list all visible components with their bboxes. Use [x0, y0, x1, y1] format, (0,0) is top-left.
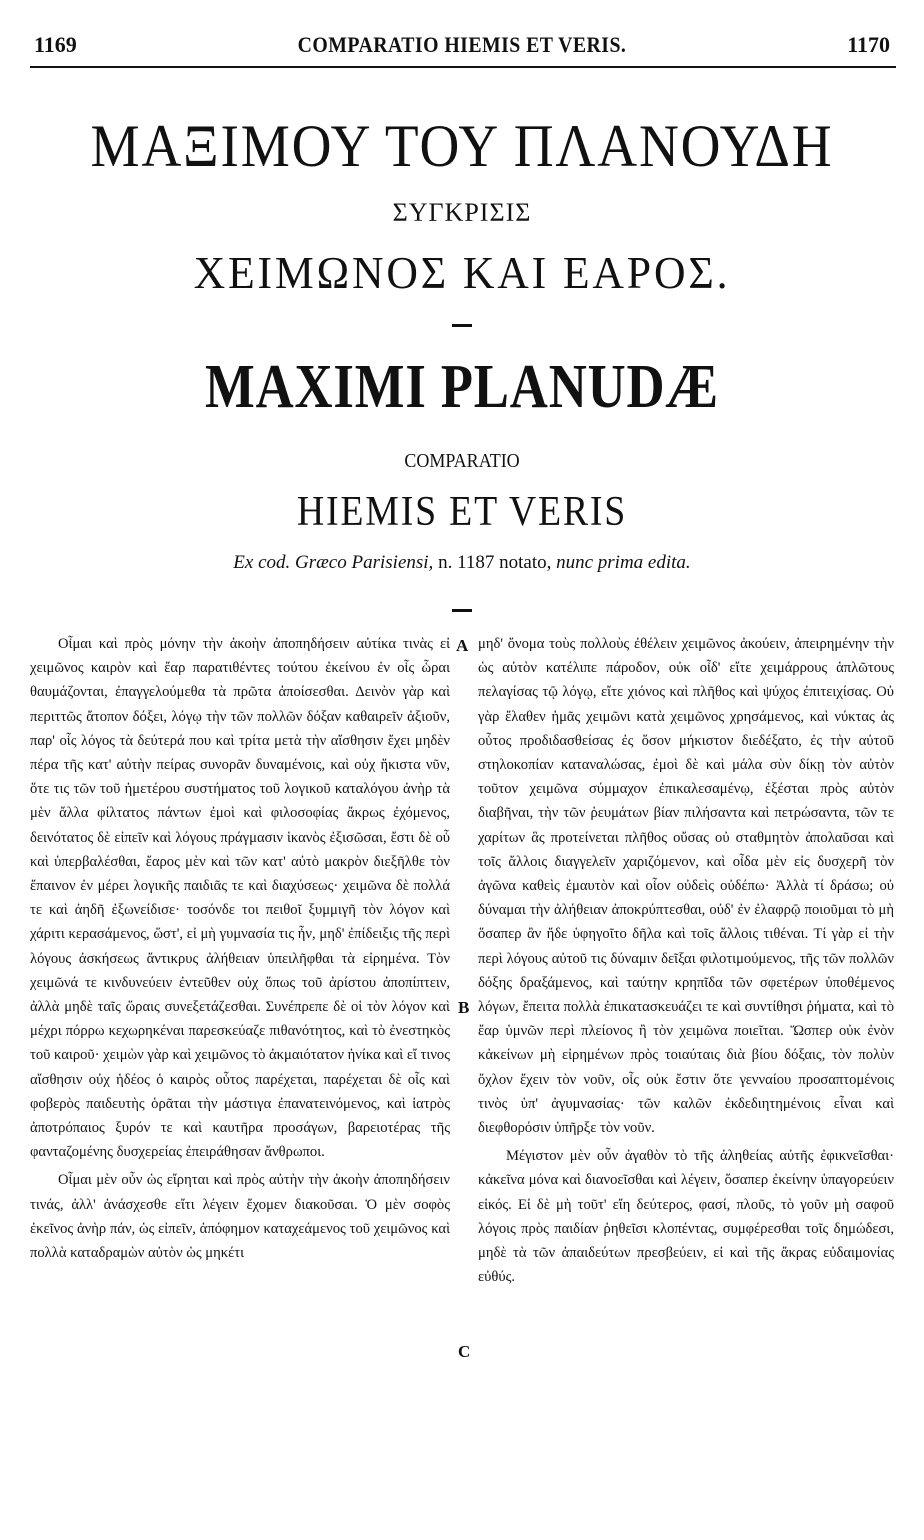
section-divider — [452, 609, 472, 612]
right-column — [478, 632, 894, 1289]
source-note-plain: n. 1187 notato, — [433, 552, 557, 573]
right-paragraph-2: Μέγιστον μὲν οὖν ἀγαθὸν τὸ τῆς ἀληθείας αὐτῆς ἐφικνεῖσθαι· κἀκεῖνα μόνα καὶ διανοεῖσθαι καὶ λέγειν, ὅσαπερ ἐκείνην ὑπαγορεύειν εἰκός. Εἰ δὲ μὴ τοῦτ' εἴη δεύτερος, φασί, πλοῦς, τὸ γοῦν μὴ σαφοῦ λόγοις πρὸς παιδίαν ῥηθεῖσι κλοπέντας, συμφέρεσθαι τοῖς δημώδεσι, μηδὲ τὰ τῶν ἀπαιδεύτων πρεσβεύειν, εἰ καὶ τῆς ἄκρας εὐδαιμονίας εὐθύς. — [478, 1148, 894, 1286]
margin-marker-a: A — [456, 636, 469, 655]
source-note-italic-2: nunc prima edita. — [556, 552, 691, 573]
header-rule — [30, 66, 896, 68]
latin-subtitle: COMPARATIO — [404, 450, 520, 472]
right-page-number: 1170 — [847, 32, 890, 57]
left-column — [30, 632, 450, 1265]
source-note — [0, 552, 924, 574]
running-title: COMPARATIO HIEMIS ET VERIS. — [297, 32, 627, 57]
left-paragraph-2: Οἶμαι μὲν οὖν ὡς εἴρηται καὶ πρὸς αὐτὴν τὴν ἀκοὴν ἀποπηδήσειν τινάς, ἀλλ' ἀνάσχεσθε εἴτι λέγειν ἔχομεν διακοῦσαι. Ὁ μὲν σοφὸς ἐκεῖνος ἀνὴρ πάν, ὡς εἰπεῖν, ἀπόφημον καταχεάμενος τοῦ χειμῶνος καὶ πολλὰ καταδραμὼν αὐτὸν ὡς μηκέτι — [30, 1172, 450, 1262]
left-page-number: 1169 — [34, 32, 77, 57]
right-paragraph-1: μηδ' ὄνομα τοὺς πολλοὺς ἐθέλειν χειμῶνος ἀκούειν, ἀπειρημένην τὴν ὡς αὐτὸν κατέλιπε πάροδον, οὐκ οἶδ' εἴτε χειμάρρους ἁπλῶτους πελαγίσας τῷ λόγῳ, εἴτε χιόνος καὶ πλῆθος καὶ ψύχος ἐπιτειχίσας. Οὐ γὰρ ἔλαθεν ἡμᾶς χειμῶνι κατὰ χειμῶνος χρησάμενος, καὶ νύκτας ἀς οὗτος προδιδασθείσας ἐς ὅσον μήκιστον διεδέξατο, ἐς τὴν αὐτοῦ στηλοκοπίαν καταναλώσας, ἐμοὶ δὲ καὶ μάλα σὺν δίκῃ τὸν αὐτὸν τοῦτον χειμῶνα σύμμαχον ἐπικαλεσαμένῳ, ἐξέσται πρὸς αὐτὸν διαβῆναι, τὴν τῶν ῥευμάτων βίαν πιλήσαντα καὶ πετρώσαντα, τῶν τε χαρίτων ἃς προτείνεται πλῆθος οὔσας οὐ σταθμητὸν ἀπολαῦσαι καὶ τοῖς ἄλλοις διαγγελεῖν χαριζόμενον, καὶ οἶδα μὲν εἰς δυσχερῆ τὸν ἀγῶνα καθεὶς ἐμαυτὸν καὶ οἷον οὐδεὶς οὐδέπω· Ἀλλὰ τί δράσω; οὐ δύναμαι τὴν ἀλήθειαν ἀποκρύπτεσθαι, οὐδ' ἐν ἐλαφρῷ ποιοῦμαι τὸ μὴ ὅσαπερ ἂν ἤδε ὑφηγοῖτο δῆλα καὶ τοῖς ἄλλοις τιθέναι. Τί γὰρ εἰ τὴν περὶ λόγους αὐτοῦ τις δύναμιν δεῖξαι φιλοτιμούμενος, τῆς τῶν πολλῶν δόξης δραξάμενος, καὶ ταύτην κρηπῖδα τῶν σφετέρων ὑποθέμενος λόγων, ἔπειτα πολλὰ ἐπικατασκευάζει τε καὶ συντίθησι ῥήματα, καὶ τὸ ἔαρ ὑμνῶν περὶ πλείονος ἢ τὸν χειμῶνα ποιεῖται. Ὥσπερ οὐκ ἐνὸν κἀκείνων μὴ εἰρημένων πρὸς τοιαύταις διὰ βίου δόξαις, τὸν πολὺν ὄχλον ἔχειν τὸν νοῦν, οἷς οὐκ ἔστιν ὅτε γενναίου προσαπτομένοις τινὸς ὑπ' ἀγυμνασίας· τῶν καλῶν ἐκδεδιητημένοις εἶναι καὶ διεφθορόσιν ὑπῆρξε τὸν νοῦν. — [478, 636, 894, 1137]
greek-work-title: ΧΕΙΜΩΝΟΣ ΚΑΙ ΕΑΡΟΣ. — [193, 247, 731, 298]
latin-work-title: HIEMIS ET VERIS — [296, 489, 628, 535]
left-paragraph-1: Οἶμαι καὶ πρὸς μόνην τὴν ἀκοὴν ἀποπηδήσειν αὐτίκα τινὰς εἰ χειμῶνος καιρὸν καὶ ἔαρ παρατιθέντες τούτου ἐκείνου ἐν οἷς ὧραι θαυμάζονται, ἐπαγγελούμεθα τὰ πρῶτα ἀποίσεσθαι. Δεινὸν γὰρ καὶ περιττῶς ἄτοπον δόξει, λόγῳ τὴν τῶν πολλῶν δόξαν καθαιρεῖν ἀξιοῦν, παρ' οἷς λόγος τὰ δεύτερά που καὶ τρίτα μετὰ τὴν αἴσθησιν ἔχει μηδὲν πέρα τῆς κατ' αὐτὴν πείρας συνορᾶν δυναμένοις, καὶ οὐχ ἥκιστα νῦν, ὅτε τις τῶν τοῦ ἡμετέρου συστήματος τοῦ λογικοῦ καταλόγου ἀνὴρ τὰ μὲν ἄλλα φίλτατος πάντων ἐμοὶ καὶ φιλοσοφίας ἄκρως ἐχόμενος, δεινότατος δὲ εἰπεῖν καὶ λόγους πράγμασιν ἱκανὸς ἐξισῶσαι, ἔστι δὲ οὗ καὶ ὑπερβαλέσθαι, ἔαρος μὲν καὶ τῶν κατ' αὐτὸ μακρὸν διεξῆλθε τὸν ἔπαινον ἐν μέρει λογικῆς παιδιᾶς τε καὶ διαχύσεως· χειμῶνα δὲ πολλά τε καὶ ἀηδῆ ἐξωνείδισε· τοσόνδε τοι πειθοῖ ξυμμιγῆ τὸν λόγον καὶ χάριτι κερασάμενος, ὥστ', εἰ μὴ γυμνασία τις ἦν, μηδ' ἐπίδειξις τῆς περὶ λόγους ἀσκήσεως ἄντικρυς ἀλήθειαν ὑπειλῆφθαι τὰ εἰρημένα. Τὸν χειμῶνά τε κινδυνεύειν ἐντεῦθεν οὐχ ὅπως τοῦ ἀρίστου ἀποπίπτειν, ἀλλὰ μηδὲ ταῖς ὥραις συνεξετάζεσθαι. Συνέπρεπε δὲ οἱ τὸν λόγον καὶ μέχρι πόρρω κεχωρηκέναι παρεσκεύαζε πιθανότητος, καὶ τὸ ἐνεστηκὸς τοῦ καιροῦ· χειμὼν γὰρ καὶ χειμῶνος τὸ ἀκμαιότατον ἡνίκα καὶ εἴ τινος αἴσθησιν οὐχ ἡδέος ὁ καιρὸς οὗτος παρέχεται, παρέχεται δὲ οἷς καὶ φοβερὸς παιδευτὴς ὁρᾶται τὴν μάστιγα ἐπανατεινόμενος, καὶ ἰατρὸς ἀποτρόπαιος ξυρόν τε καὶ καυτῆρα προσάγων, βαρειοτέρας τῆς φανταζομένης δυσχερείας ἐπειράθησαν ἄνθρωποι. — [30, 636, 450, 1161]
latin-author-title: MAXIMI PLANUDÆ — [205, 353, 719, 421]
source-note-italic-1: Ex cod. Græco Parisiensi, — [233, 552, 434, 573]
running-head — [30, 30, 894, 64]
title-divider — [452, 324, 472, 327]
margin-marker-c: C — [458, 1342, 471, 1361]
greek-subtitle: ΣΥΓΚΡΙΣΙΣ — [392, 198, 532, 227]
margin-marker-b: B — [458, 998, 470, 1017]
greek-author-title: ΜΑΞΙΜΟΥ ΤΟΥ ΠΛΑΝΟΥΔΗ — [90, 113, 834, 179]
